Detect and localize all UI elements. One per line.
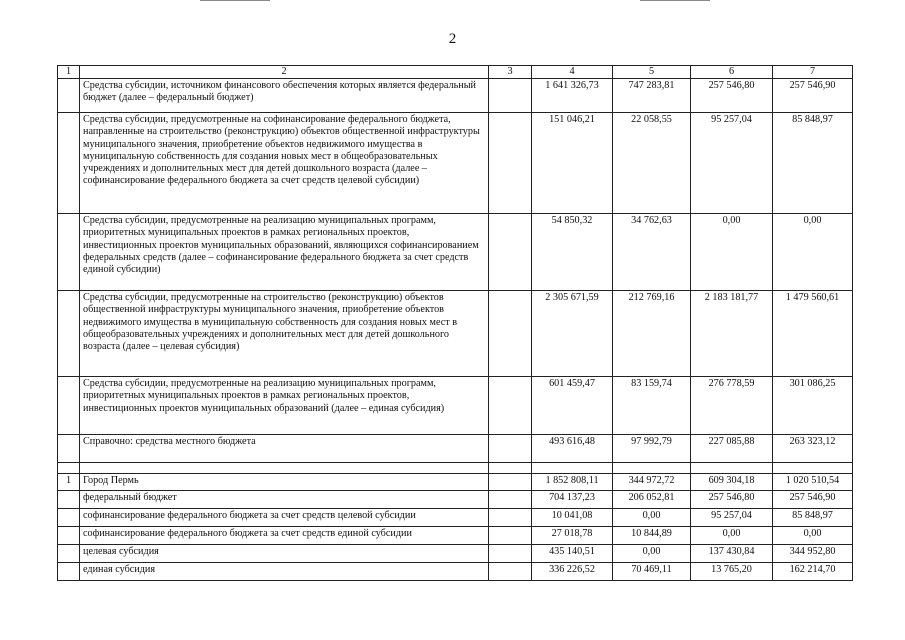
column-number-row [58,66,853,79]
row-description: софинансирование федерального бюджета за счет средств единой субсидии [80,527,489,545]
value-cell: 85 848,97 [773,113,853,214]
value-cell: 137 430,84 [691,545,773,563]
table-row [58,491,853,509]
table-row [58,527,853,545]
column-number: 2 [80,66,489,79]
column-number: 5 [613,66,691,79]
value-cell: 70 469,11 [613,563,691,581]
value-cell: 704 137,23 [532,491,613,509]
table-row [58,563,853,581]
page-number: 2 [448,31,457,47]
value-cell: 54 850,32 [532,214,613,291]
value-cell: 162 214,70 [773,563,853,581]
value-cell: 2 305 671,59 [532,291,613,377]
row-description: софинансирование федерального бюджета за счет средств целевой субсидии [80,509,489,527]
value-cell: 22 058,55 [613,113,691,214]
row-description: Средства субсидии, предусмотренные на реализацию муниципальных программ, приоритетных муниципальных проектов в рамках региональных проектов, инвестиционных проектов муниципальных образований (далее – единая субсидия) [80,377,489,435]
value-cell: 263 323,12 [773,435,853,463]
value-cell: 276 778,59 [691,377,773,435]
value-cell: 95 257,04 [691,113,773,214]
column-number: 4 [532,66,613,79]
table-row [58,214,853,291]
value-cell: 227 085,88 [691,435,773,463]
value-cell: 435 140,51 [532,545,613,563]
table-row [58,291,853,377]
value-cell: 0,00 [773,214,853,291]
table-row [58,79,853,113]
subsidy-table [57,65,853,581]
value-cell: 34 762,63 [613,214,691,291]
value-cell: 1 020 510,54 [773,474,853,491]
table-row [58,113,853,214]
city-name: Город Пермь [80,474,489,491]
value-cell: 1 479 560,61 [773,291,853,377]
column-number: 7 [773,66,853,79]
row-description: целевая субсидия [80,545,489,563]
spacer-row [58,463,853,474]
row-description: Средства субсидии, предусмотренные на строительство (реконструкцию) объектов общественной инфраструктуры муниципального значения, приобретение объектов недвижимого имущества в муниципальную собственность для создания новых мест в общеобразовательных учреждениях и дополнительных мест для детей дошкольного возраста (далее – целевая субсидия) [80,291,489,377]
value-cell: 95 257,04 [691,509,773,527]
value-cell: 1 641 326,73 [532,79,613,113]
city-row [58,474,853,491]
value-cell: 344 952,80 [773,545,853,563]
row-description: Справочно: средства местного бюджета [80,435,489,463]
table-row [58,377,853,435]
table-row [58,435,853,463]
row-description: Средства субсидии, предусмотренные на софинансирование федерального бюджета, направленные на строительство (реконструкцию) объектов общественной инфраструктуры муниципального значения, приобретение объектов недвижимого имущества в муниципальную собственность для создания новых мест в общеобразовательных учреждениях и дополнительных мест для детей дошкольного возраста (далее – софинансирование федерального бюджета за счет средств целевой субсидии) [80,113,489,214]
value-cell: 151 046,21 [532,113,613,214]
value-cell: 301 086,25 [773,377,853,435]
value-cell: 10 041,08 [532,509,613,527]
row-description: Средства субсидии, предусмотренные на реализацию муниципальных программ, приоритетных муниципальных проектов в рамках региональных проектов, инвестиционных проектов муниципальных образований, являющихся софинансированием федеральных средств (далее – софинансирование федерального бюджета за счет средств единой субсидии) [80,214,489,291]
row-description: федеральный бюджет [80,491,489,509]
value-cell: 493 616,48 [532,435,613,463]
value-cell: 257 546,90 [773,79,853,113]
value-cell: 0,00 [613,509,691,527]
value-cell: 97 992,79 [613,435,691,463]
row-description: единая субсидия [80,563,489,581]
value-cell: 206 052,81 [613,491,691,509]
value-cell: 747 283,81 [613,79,691,113]
value-cell: 0,00 [691,527,773,545]
column-number: 6 [691,66,773,79]
value-cell: 336 226,52 [532,563,613,581]
top-rule-left [200,0,270,1]
row-index: 1 [58,474,80,491]
value-cell: 601 459,47 [532,377,613,435]
table-row [58,509,853,527]
value-cell: 83 159,74 [613,377,691,435]
value-cell: 0,00 [613,545,691,563]
value-cell: 2 183 181,77 [691,291,773,377]
value-cell: 27 018,78 [532,527,613,545]
value-cell: 212 769,16 [613,291,691,377]
value-cell: 1 852 808,11 [532,474,613,491]
top-rule-right [640,0,710,1]
value-cell: 257 546,90 [773,491,853,509]
value-cell: 0,00 [773,527,853,545]
value-cell: 609 304,18 [691,474,773,491]
value-cell: 85 848,97 [773,509,853,527]
value-cell: 257 546,80 [691,79,773,113]
value-cell: 344 972,72 [613,474,691,491]
value-cell: 0,00 [691,214,773,291]
value-cell: 13 765,20 [691,563,773,581]
value-cell: 257 546,80 [691,491,773,509]
row-description: Средства субсидии, источником финансового обеспечения которых является федеральный бюджет (далее – федеральный бюджет) [80,79,489,113]
value-cell: 10 844,89 [613,527,691,545]
column-number: 3 [489,66,532,79]
table-row [58,545,853,563]
column-number: 1 [58,66,80,79]
